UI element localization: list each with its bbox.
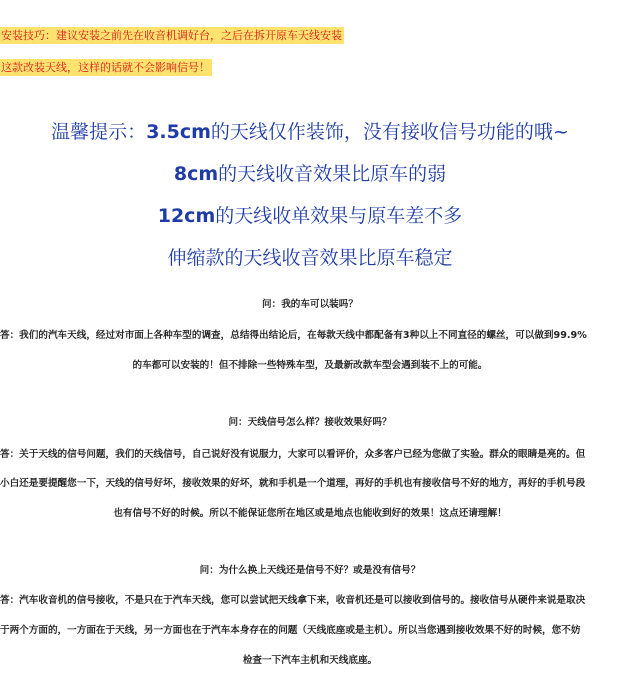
faq-answer-line: 检查一下汽车主机和天线底座。 [242,655,378,666]
notice-size-12cm: 12cm [157,205,216,227]
install-tip-line-2: 这款改装天线，这样的话就不会影响信号！ [1,61,210,74]
faq-question: 问：天线信号怎么样？接收效果好吗？ [228,417,392,428]
install-tip-line-1: 安装技巧：建议安装之前先在收音机调好台，之后在拆开原车天线安装 [1,29,342,42]
notice-line-4-text: 伸缩款的天线收音效果比原车稳定 [167,247,453,269]
notice-line-2 [0,162,620,186]
notice-line-3 [0,204,620,228]
notice-line-1-text: 的天线仅作装饰，没有接收信号功能的哦~ [210,121,569,143]
faq-answer-line: 也有信号不好的时候。所以不能保证您所在地区或是地点也能收到好的效果！这点还请理解！ [113,508,507,519]
notice-prefix: 温馨提示： [51,121,147,143]
notice-size-8cm: 8cm [173,163,219,185]
faq-answer-line: 小白还是要提醒您一下，天线的信号好坏，接收效果的好坏，就和手机是一个道理，再好的手机也有接收信号不好的地方，再好的手机号段 [0,478,586,489]
notice-line-1 [0,120,620,144]
faq-question: 问：我的车可以装吗？ [262,299,358,310]
notice-size-3-5cm: 3.5cm [146,121,211,143]
notice-line-2-text: 的天线收音效果比原车的弱 [218,163,447,185]
faq-answer-line: 于两个方面的，一方面在于天线，另一方面也在于汽车本身存在的问题（天线底座或是主机）。所以当您遇到接收效果不好的时候，您不妨 [0,625,581,636]
faq-question: 问：为什么换上天线还是信号不好？或是没有信号？ [199,565,421,576]
faq-answer-line: 答：汽车收音机的信号接收，不是只在于汽车天线，您可以尝试把天线拿下来，收音机还是可以接收到信号的。接收信号从硬件来说是取决 [0,595,586,606]
notice-line-3-text: 的天线收单效果与原车差不多 [215,205,463,227]
faq-answer-line: 答：我们的汽车天线，经过对市面上各种车型的调查，总结得出结论后，在每款天线中都配备有3种以上不同直径的螺丝，可以做到99.9% [0,330,587,341]
faq-answer-line: 的车都可以安装的！但不排除一些特殊车型，及最新改款车型会遇到装不上的可能。 [132,360,488,371]
notice-line-4 [0,246,620,270]
faq-answer-line: 答：关于天线的信号问题，我们的天线信号，自己说好没有说服力，大家可以看评价，众多客户已经为您做了实验。群众的眼睛是亮的。但 [0,449,586,460]
